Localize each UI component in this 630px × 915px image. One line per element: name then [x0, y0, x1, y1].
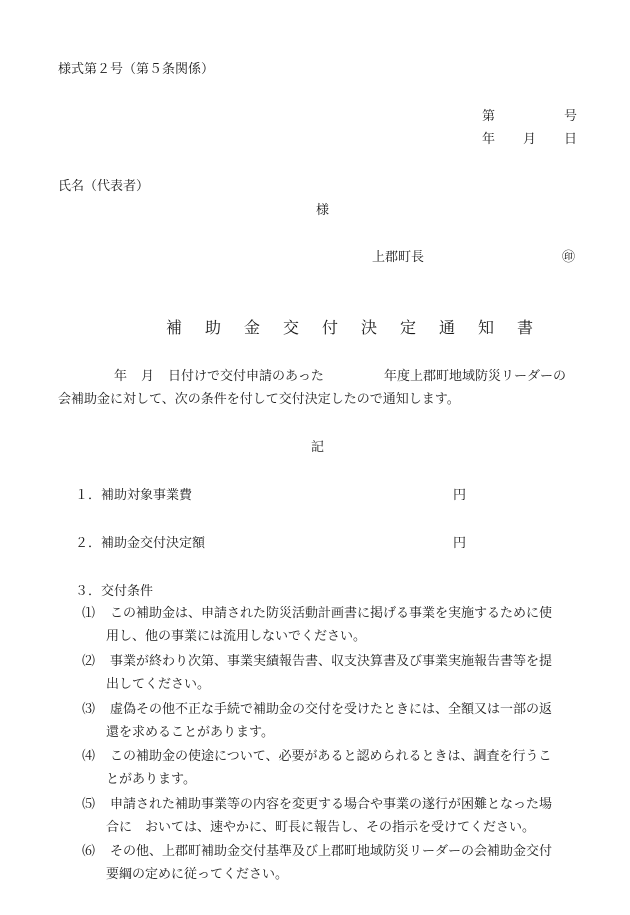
title-char: 助: [205, 318, 222, 337]
condition-text-line1: 事業が終わり次第、事業実績報告書、収支決算書及び事業実施報告書等を提: [110, 654, 553, 669]
title-char: 金: [244, 318, 261, 337]
doc-number-suffix: 号: [564, 109, 578, 124]
condition-text-line2: 合に おいては、速やかに、町長に報告し、その指示を受けてください。: [106, 820, 536, 835]
seal-mark: ㊞: [562, 250, 576, 265]
condition-text-line1: その他、上郡町補助金交付基準及び上郡町地域防災リーダーの会補助金交付: [110, 844, 553, 859]
title-char: 定: [400, 318, 417, 337]
item-target-cost-unit: 円: [453, 488, 467, 503]
condition-text-line2: とがあります。: [106, 772, 196, 787]
condition-text-line2: 還を求めることがあります。: [106, 725, 274, 740]
ki-heading: 記: [311, 440, 325, 455]
condition-number: ⑸: [82, 797, 96, 812]
title-char: 補: [166, 318, 183, 337]
recipient-honorific: 様: [316, 203, 330, 218]
body-year: 年: [114, 369, 128, 384]
title-char: 通: [439, 318, 456, 337]
condition-text-line1: 虚偽その他不正な手続で補助金の交付を受けたときには、全額又は一部の返: [110, 702, 553, 717]
issuer-title: 上郡町長: [372, 250, 425, 265]
title-char: 交: [283, 318, 300, 337]
condition-number: ⑴: [82, 606, 96, 621]
condition-text-line2: 用し、他の事業には流用しないでください。: [106, 629, 367, 644]
item-target-cost-label: １．補助対象事業費: [75, 488, 193, 503]
condition-number: ⑵: [82, 654, 96, 669]
title-char: 付: [322, 318, 339, 337]
body-line2: 会補助金に対して、次の条件を付して交付決定したので通知します。: [58, 392, 460, 407]
document-title: [166, 320, 556, 336]
condition-number: ⑶: [82, 702, 96, 717]
condition-number: ⑹: [82, 844, 96, 859]
doc-number-prefix: 第: [482, 109, 496, 124]
item-grant-amount-unit: 円: [453, 536, 467, 551]
date-day: 日: [564, 132, 578, 147]
condition-text-line1: この補助金の使途について、必要があると認められるときは、調査を行うこ: [110, 749, 552, 764]
condition-text-line1: この補助金は、申請された防災活動計画書に掲げる事業を実施するために使: [110, 606, 553, 621]
title-char: 知: [478, 318, 495, 337]
date-month: 月: [523, 132, 537, 147]
body-line1-rest: 日付けで交付申請のあった: [168, 369, 324, 384]
condition-text-line2: 要綱の定めに従ってください。: [106, 867, 289, 882]
item-grant-amount-label: ２．補助金交付決定額: [75, 536, 206, 551]
condition-text-line1: 申請された補助事業等の内容を変更する場合や事業の遂行が困難となった場: [110, 797, 553, 812]
condition-text-line2: 出してください。: [106, 677, 211, 692]
title-char: 決: [361, 318, 378, 337]
form-label: 様式第２号（第５条関係）: [58, 62, 215, 77]
date-year: 年: [482, 132, 496, 147]
body-line1-tail: 年度上郡町地域防災リーダーの: [384, 369, 567, 384]
conditions-heading: ３．交付条件: [75, 584, 154, 599]
title-char: 書: [517, 318, 534, 337]
body-month: 月: [141, 369, 155, 384]
condition-number: ⑷: [82, 749, 96, 764]
recipient-name-label: 氏名（代表者）: [58, 179, 150, 194]
